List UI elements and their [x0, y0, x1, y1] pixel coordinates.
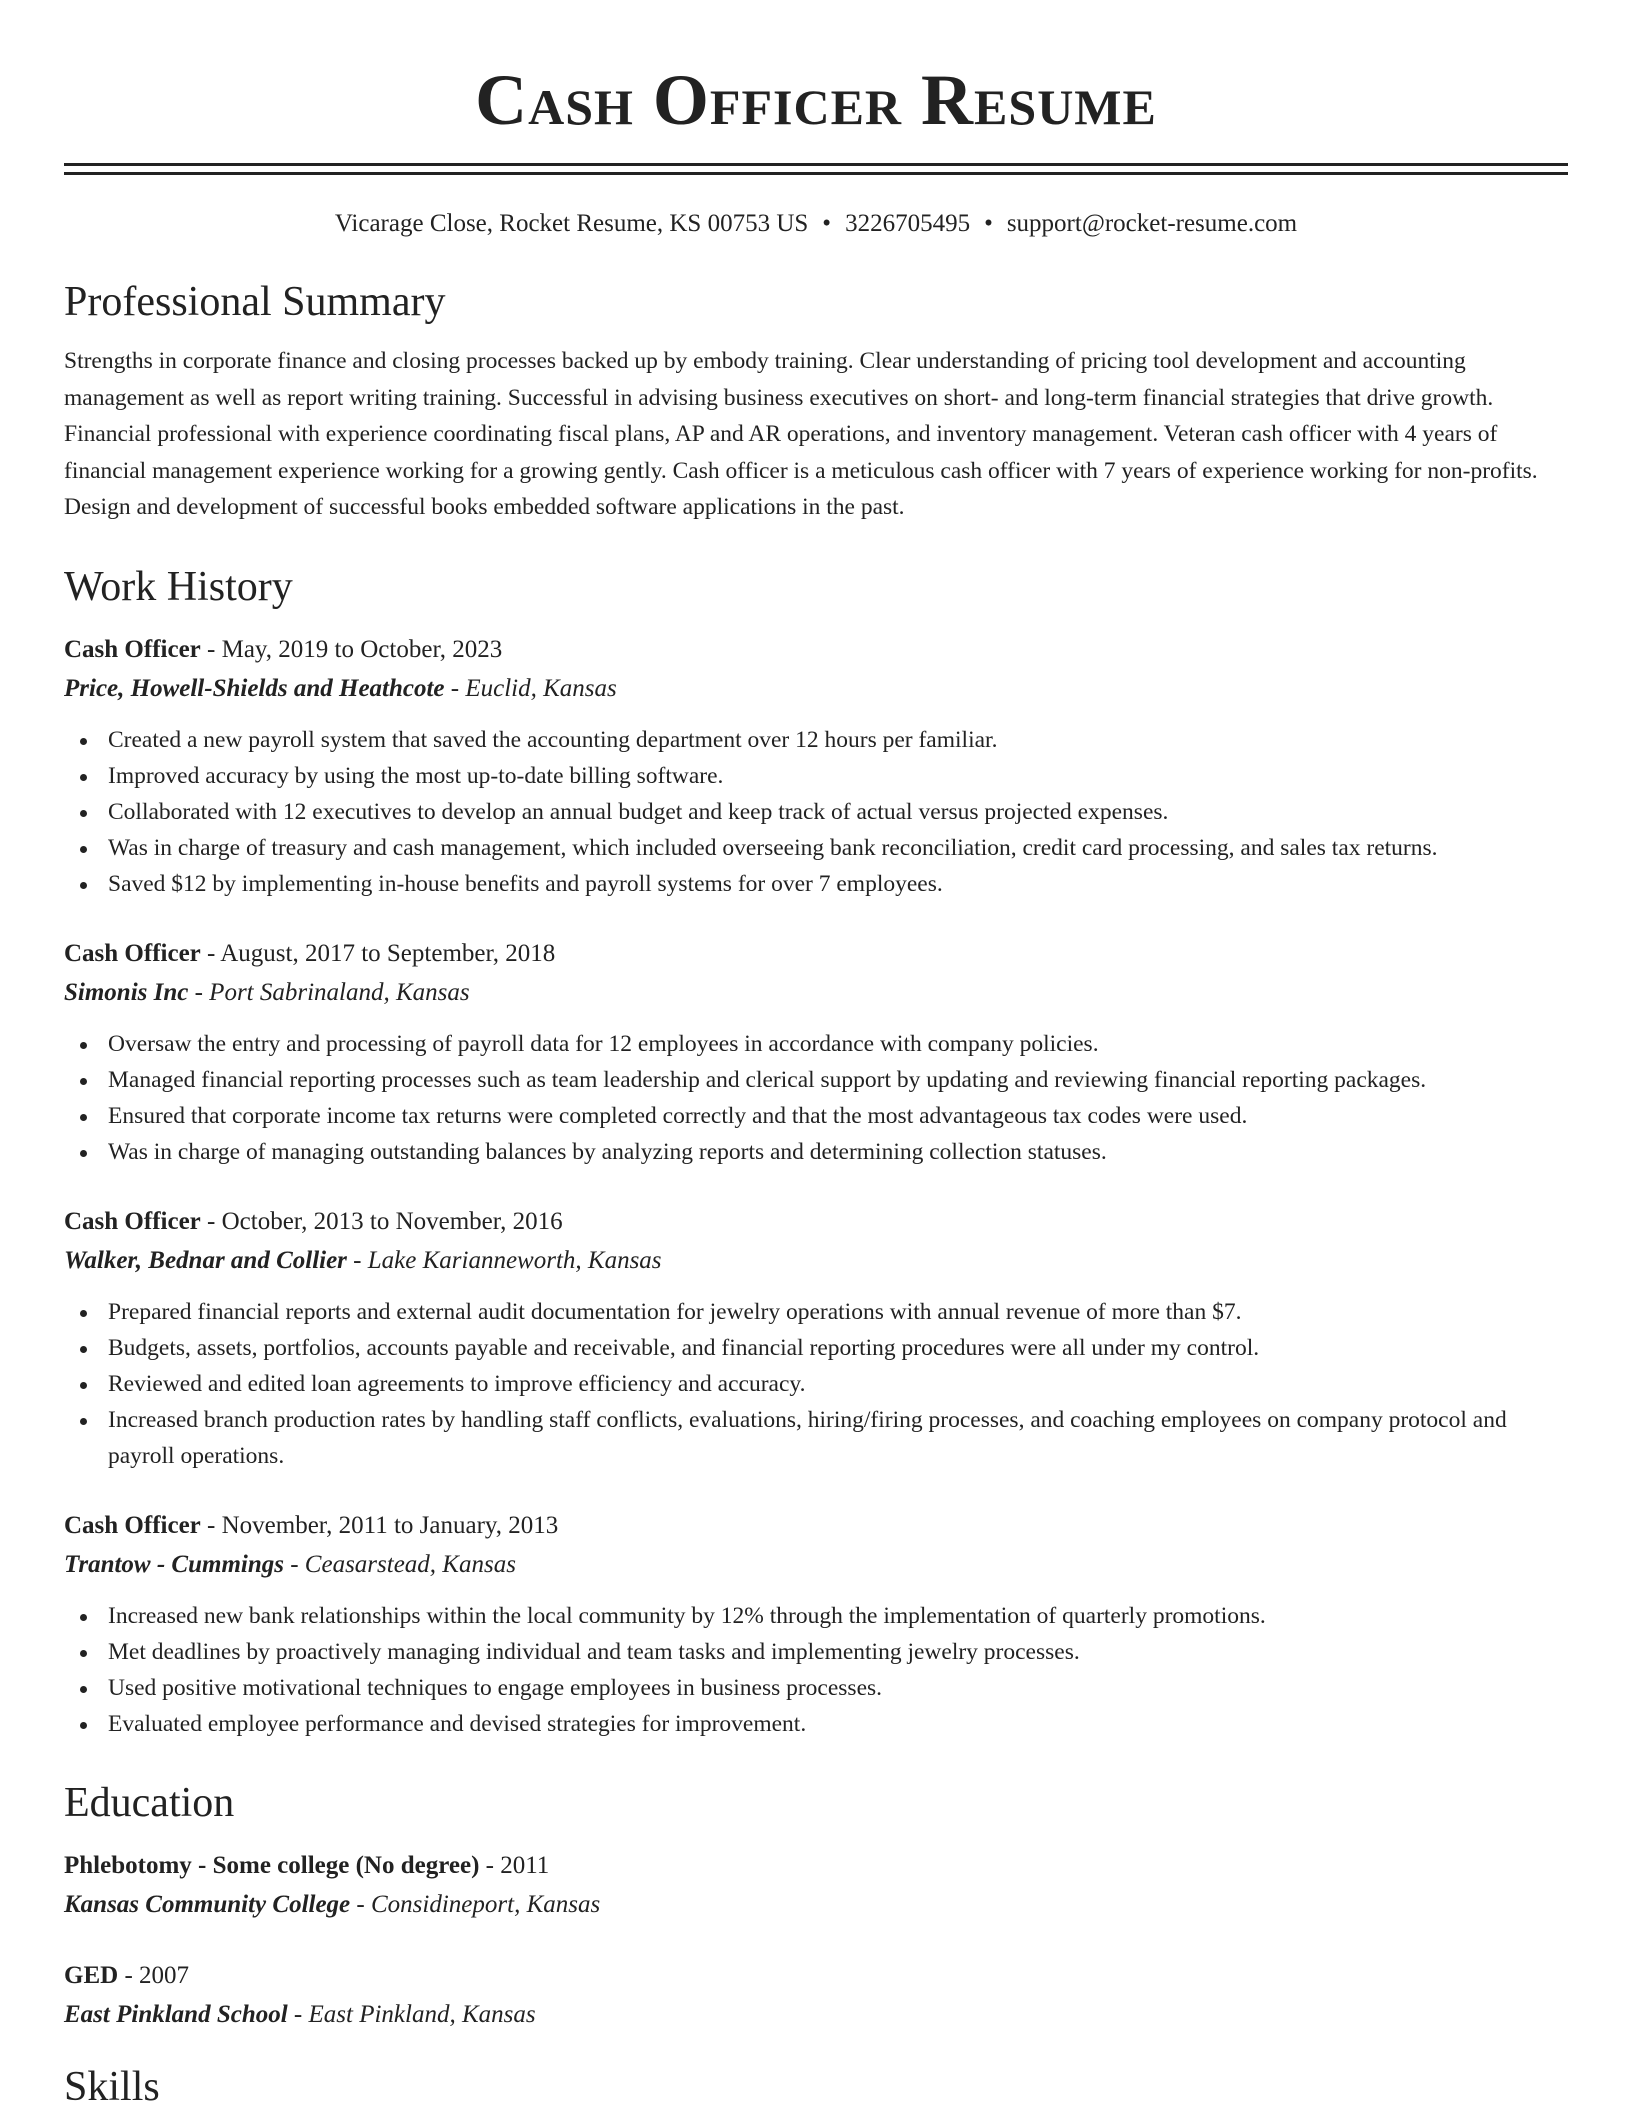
education-location: - Considineport, Kansas [350, 1890, 601, 1918]
job-company-line [64, 1241, 1568, 1280]
education-degree: Phlebotomy - Some college (No degree) [64, 1851, 480, 1879]
job-role: Cash Officer [64, 939, 201, 967]
education-school-line [64, 1885, 1568, 1924]
job-location: - Lake Karianneworth, Kansas [346, 1246, 662, 1274]
job-bullet: Managed financial reporting processes such as team leadership and clerical support by updating and reviewing financial reporting packages. [64, 1062, 1568, 1098]
summary-heading: Professional Summary [64, 279, 446, 325]
education-entry [64, 1956, 1568, 2034]
job-company-line [64, 973, 1568, 1012]
education-degree-line [64, 1956, 1568, 1995]
job-bullet: Prepared financial reports and external audit documentation for jewelry operations with annual revenue of more than $7. [64, 1294, 1568, 1330]
job-role: Cash Officer [64, 635, 201, 663]
job-bullet: Oversaw the entry and processing of payroll data for 12 employees in accordance with company policies. [64, 1026, 1568, 1062]
job-bullets [64, 722, 1568, 902]
job-bullet: Was in charge of treasury and cash management, which included overseeing bank reconciliation, credit card processing, and sales tax returns. [64, 830, 1568, 866]
job-dates: - November, 2011 to January, 2013 [200, 1511, 559, 1539]
job-bullet: Improved accuracy by using the most up-to-date billing software. [64, 758, 1568, 794]
job-entry [64, 934, 1568, 1170]
job-company: Price, Howell-Shields and Heathcote [64, 674, 445, 702]
job-company: Simonis Inc [64, 978, 189, 1006]
job-title-line [64, 1506, 1568, 1545]
job-bullet: Saved $12 by implementing in-house benefits and payroll systems for over 7 employees. [64, 866, 1568, 902]
job-bullet: Increased new bank relationships within the local community by 12% through the implementation of quarterly promotions. [64, 1598, 1568, 1634]
job-location: - Port Sabrinaland, Kansas [188, 978, 470, 1006]
job-bullet: Met deadlines by proactively managing individual and team tasks and implementing jewelry processes. [64, 1634, 1568, 1670]
education-degree: GED [64, 1961, 119, 1989]
education-school-line [64, 1995, 1568, 2034]
job-bullet: Collaborated with 12 executives to develop an annual budget and keep track of actual versus projected expenses. [64, 794, 1568, 830]
skills-heading: Skills [64, 2063, 160, 2110]
summary-text: Strengths in corporate finance and closing processes backed up by embody training. Clear understanding of pricing tool development and accounting management as well as report writing training. Successful in advising business executives on short- and long-term financial strategies that drive growth. Financial professional with experience coordinating fiscal plans, AP and AR operations, and inventory management. Veteran cash officer with 4 years of financial management experience working for a growing gently. Cash officer is a meticulous cash officer with 7 years of experience working for non-profits. Design and development of successful books embedded software applications in the past. [64, 348, 1538, 520]
job-bullet: Evaluated employee performance and devised strategies for improvement. [64, 1706, 1568, 1742]
job-dates: - October, 2013 to November, 2016 [200, 1207, 563, 1235]
contact-address: Vicarage Close, Rocket Resume, KS 00753 US [334, 210, 809, 237]
job-bullet: Budgets, assets, portfolios, accounts payable and receivable, and financial reporting procedures were all under my control. [64, 1330, 1568, 1366]
resume-title: Cash Officer Resume [475, 60, 1157, 140]
job-dates: - May, 2019 to October, 2023 [200, 635, 503, 663]
job-bullet: Ensured that corporate income tax returns were completed correctly and that the most advantageous tax codes were used. [64, 1098, 1568, 1134]
contact-separator: • [822, 210, 832, 237]
job-company-line [64, 669, 1568, 708]
job-bullet: Increased branch production rates by handling staff conflicts, evaluations, hiring/firing processes, and coaching employees on company protocol and payroll operations. [64, 1402, 1568, 1474]
job-bullets [64, 1598, 1568, 1742]
education-school: East Pinkland School [64, 2000, 288, 2028]
work-history-heading: Work History [64, 563, 293, 610]
contact-phone: 3226705495 [845, 210, 971, 237]
job-entry [64, 1506, 1568, 1742]
job-entry [64, 1202, 1568, 1474]
job-title-line [64, 1202, 1568, 1241]
job-dates: - August, 2017 to September, 2018 [200, 939, 556, 967]
job-company-line [64, 1545, 1568, 1584]
job-title-line [64, 630, 1568, 669]
job-location: - Euclid, Kansas [444, 674, 617, 702]
education-school: Kansas Community College [64, 1890, 351, 1918]
contact-separator: • [984, 210, 993, 237]
education-location: - East Pinkland, Kansas [287, 2000, 536, 2028]
job-company: Trantow - Cummings [64, 1550, 284, 1578]
contact-line [64, 207, 1568, 241]
job-bullet: Used positive motivational techniques to engage employees in business processes. [64, 1670, 1568, 1706]
job-bullets [64, 1026, 1568, 1170]
job-bullet: Was in charge of managing outstanding balances by analyzing reports and determining collection statuses. [64, 1134, 1568, 1170]
education-year: - 2011 [479, 1851, 550, 1879]
education-year: - 2007 [118, 1961, 190, 1989]
education-entry [64, 1846, 1568, 1924]
job-entry [64, 630, 1568, 902]
job-bullet: Reviewed and edited loan agreements to improve efficiency and accuracy. [64, 1366, 1568, 1402]
contact-email: support@rocket-resume.com [1006, 210, 1298, 237]
job-role: Cash Officer [64, 1511, 201, 1539]
title-rule-top [64, 163, 1568, 166]
job-bullets [64, 1294, 1568, 1474]
education-degree-line [64, 1846, 1568, 1885]
job-location: - Ceasarstead, Kansas [283, 1550, 516, 1578]
education-heading: Education [64, 1779, 235, 1826]
job-title-line [64, 934, 1568, 973]
title-rule-bottom [64, 172, 1568, 175]
job-company: Walker, Bednar and Collier [64, 1246, 347, 1274]
job-bullet: Created a new payroll system that saved the accounting department over 12 hours per familiar. [64, 722, 1568, 758]
job-role: Cash Officer [64, 1207, 201, 1235]
